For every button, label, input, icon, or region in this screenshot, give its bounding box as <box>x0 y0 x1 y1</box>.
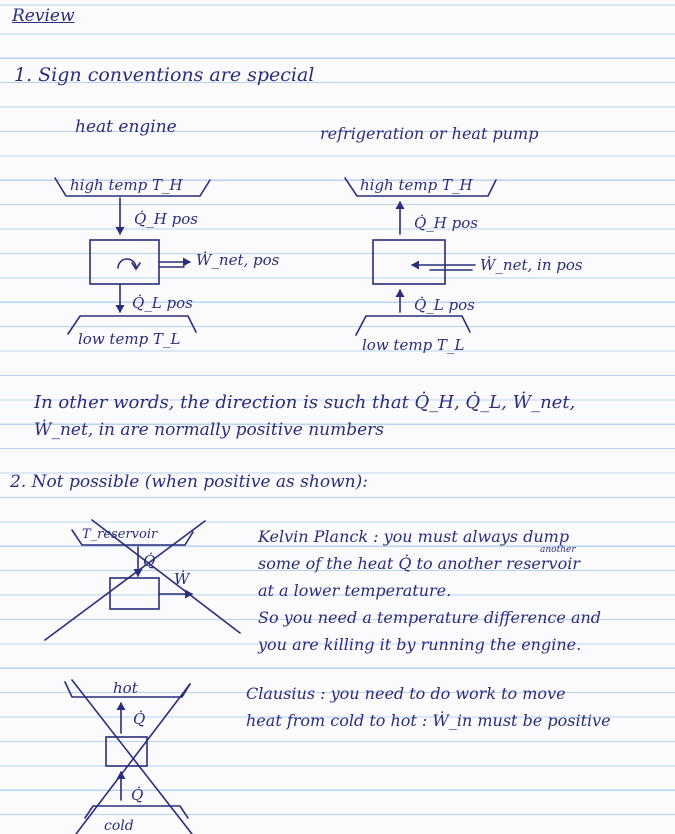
rf-work-label: Ẇ_net, in pos <box>480 256 583 274</box>
kp-w-label: Ẇ <box>174 570 190 588</box>
note-line-1: In other words, the direction is such that Q̇_H, Q̇_L, Ẇ_net, <box>34 392 576 413</box>
device-box <box>106 737 147 766</box>
he-work-label: Ẇ_net, pos <box>196 251 280 269</box>
cl-q-bottom-label: Q̇ <box>131 786 144 804</box>
rf-low-reservoir-label: low temp T_L <box>362 336 465 354</box>
rf-q-high-label: Q̇_H pos <box>414 214 478 232</box>
kelvin-planck-line-1: Kelvin Planck : you must always dump <box>258 527 570 546</box>
kp-reservoir-label: T_reservoir <box>82 527 158 542</box>
rf-high-reservoir-label: high temp T_H <box>360 176 473 194</box>
clausius-line-2: heat from cold to hot : Ẇ_in must be positive <box>246 711 611 730</box>
he-high-reservoir-label: high temp T_H <box>70 176 183 194</box>
clausius-line-1: Clausius : you need to do work to move <box>246 684 566 703</box>
refrigerator-caption: refrigeration or heat pump <box>320 124 539 143</box>
engine-box <box>110 578 159 609</box>
kelvin-planck-insert-word: another <box>540 545 576 555</box>
note-line-2: Ẇ_net, in are normally positive numbers <box>34 420 385 440</box>
cl-q-top-label: Q̇ <box>133 710 146 728</box>
rf-q-low-label: Q̇_L pos <box>414 296 475 314</box>
section-2-heading: 2. Not possible (when positive as shown): <box>10 472 368 492</box>
kelvin-planck-line-4: So you need a temperature difference and <box>258 608 602 627</box>
he-low-reservoir-label: low temp T_L <box>78 330 181 348</box>
cycle-icon <box>118 259 136 268</box>
kp-q-label: Q̇ <box>143 552 156 570</box>
refrigerator-box <box>373 240 445 284</box>
cl-hot-label: hot <box>113 679 138 697</box>
low-reservoir-bracket <box>356 316 470 335</box>
heat-engine-caption: heat engine <box>75 117 177 137</box>
page-title: Review <box>12 6 75 26</box>
engine-box <box>90 240 159 284</box>
he-q-low-label: Q̇_L pos <box>132 294 193 312</box>
cl-cold-label: cold <box>104 818 134 834</box>
section-1-heading: 1. Sign conventions are special <box>14 64 315 86</box>
kelvin-planck-line-3: at a lower temperature. <box>258 581 452 600</box>
clausius-diagram <box>65 680 192 834</box>
kelvin-planck-line-2: some of the heat Q̇ to another reservoir <box>258 554 580 573</box>
he-q-high-label: Q̇_H pos <box>134 210 198 228</box>
kelvin-planck-line-5: you are killing it by running the engine. <box>258 635 582 654</box>
